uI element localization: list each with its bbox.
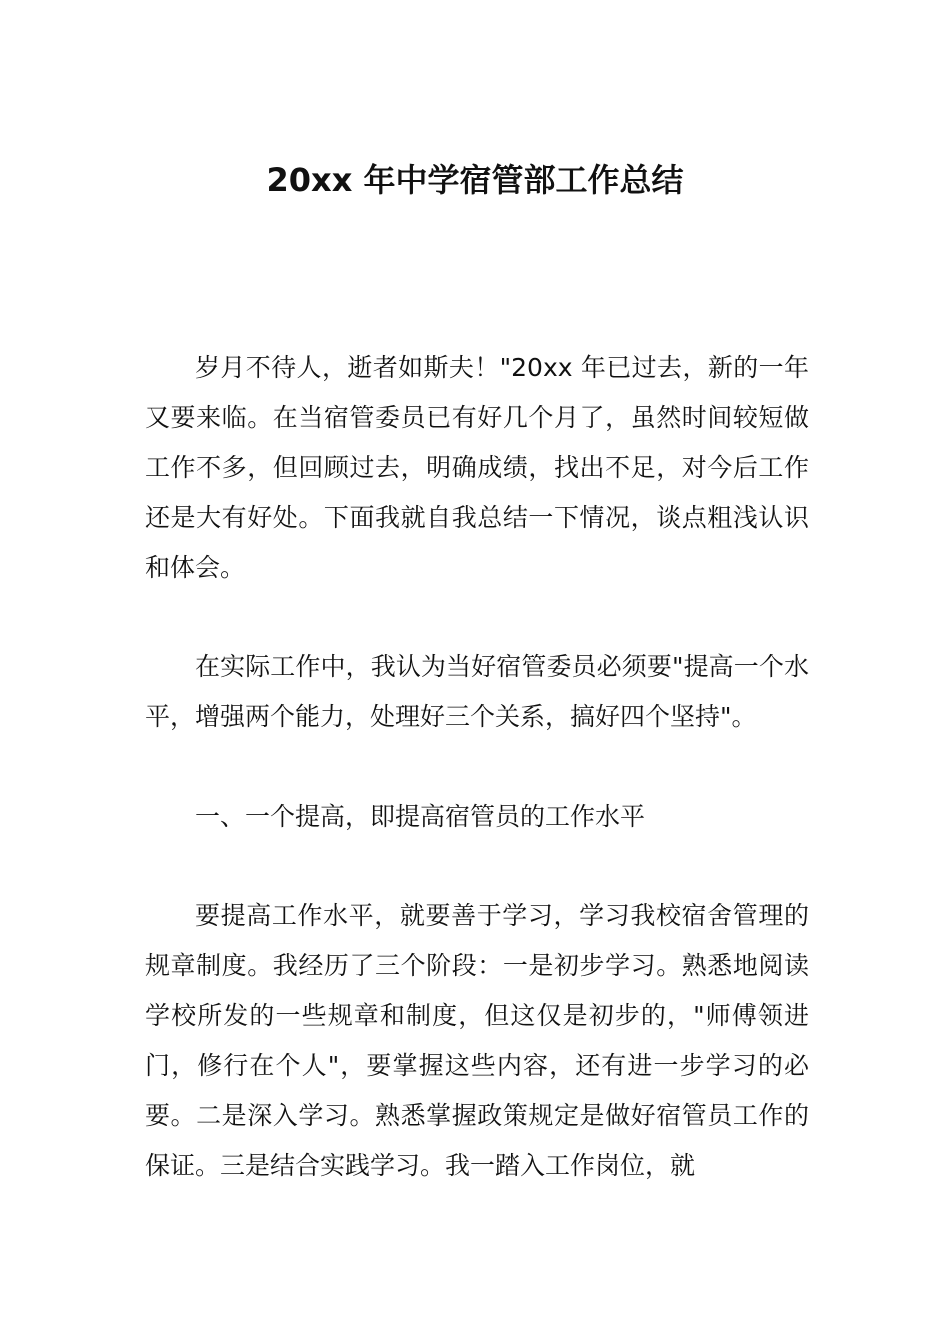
paragraph-section-one-body: 要提高工作水平，就要善于学习，学习我校宿舍管理的规章制度。我经历了三个阶段：一是初步学习。熟悉地阅读学校所发的一些规章和制度，但这仅是初步的，"师傅领进门，修行在个人"，要掌握这些内容，还有进一步学习的必要。二是深入学习。熟悉掌握政策规定是做好宿管员工作的保证。三是结合实践学习。我一踏入工作岗位，就 bbox=[145, 901, 809, 1180]
section-heading-one: 一、一个提高，即提高宿管员的工作水平 bbox=[195, 802, 646, 831]
paragraph-overview: 在实际工作中，我认为当好宿管委员必须要"提高一个水平，增强两个能力，处理好三个关系，搞好四个坚持"。 bbox=[145, 652, 809, 731]
paragraph-intro: 岁月不待人，逝者如斯夫！"20xx 年已过去，新的一年又要来临。在当宿管委员已有好几个月了，虽然时间较短做工作不多，但回顾过去，明确成绩，找出不足，对今后工作还是大有好处。下面我就自我总结一下情况，谈点粗浅认识和体会。 bbox=[145, 353, 809, 582]
document-title: 20xx 年中学宿管部工作总结 bbox=[266, 161, 684, 199]
